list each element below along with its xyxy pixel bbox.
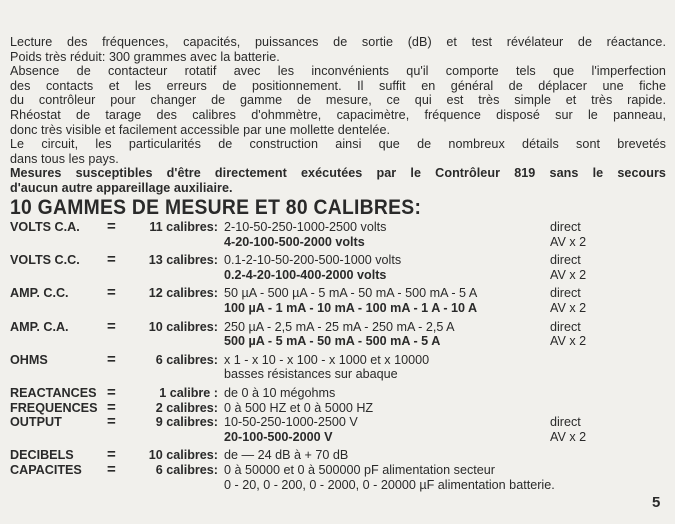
range-label: DECIBELS [10, 448, 74, 463]
intro-line: Poids très réduit: 300 grammes avec la batterie. [10, 49, 280, 64]
range-label: OUTPUT [10, 415, 62, 430]
equals-sign: = [107, 446, 116, 464]
calibre-count: 10 calibres: [148, 319, 218, 334]
intro-line: Le circuit, les particularités de construction ainsi que de nombreux détails sont brevetés [10, 137, 666, 152]
equals-sign: = [107, 317, 116, 335]
range-values: 0.1-2-10-50-200-500-1000 volts [224, 253, 402, 268]
range-values: 4-20-100-500-2000 volts [224, 234, 365, 249]
page-number: 5 [652, 494, 661, 511]
range-mode: AV x 2 [550, 334, 587, 349]
range-mode: AV x 2 [550, 234, 587, 249]
table-row [10, 253, 670, 268]
table-row [10, 367, 670, 382]
range-label: VOLTS C.C. [10, 253, 80, 268]
calibre-count: 2 calibres: [155, 400, 218, 415]
range-values: 100 µA - 1 mA - 10 mA - 100 mA - 1 A - 10 A [224, 300, 478, 315]
equals-sign: = [107, 398, 116, 416]
range-mode: AV x 2 [550, 300, 587, 315]
range-values: 20-100-500-2000 V [224, 429, 333, 444]
range-label: FREQUENCES [10, 400, 98, 415]
table-row [10, 286, 670, 301]
intro-bold-line: d'aucun autre appareillage auxiliaire. [10, 180, 233, 195]
equals-sign: = [107, 350, 116, 368]
range-mode: direct [550, 253, 581, 268]
equals-sign: = [107, 218, 116, 235]
range-values: 0 à 500 HZ et 0 à 5000 HZ [224, 400, 374, 415]
calibre-count: 6 calibres: [155, 352, 218, 367]
table-row [10, 334, 670, 349]
table-row [10, 478, 670, 493]
table-row [10, 268, 670, 283]
calibre-count: 11 calibres: [149, 220, 218, 234]
range-values: de — 24 dB à + 70 dB [224, 448, 349, 463]
range-mode: direct [550, 415, 581, 430]
range-mode: direct [550, 220, 581, 234]
range-values: 0.2-4-20-100-400-2000 volts [224, 267, 387, 282]
intro-line: Rhéostat de tarage des calibres d'ohmmètre, capacimètre, fréquence disposé sur le panneau, [10, 107, 666, 122]
range-label: CAPACITES [10, 462, 82, 477]
table-row [10, 220, 670, 235]
range-values: de 0 à 10 mégohms [224, 385, 336, 400]
calibre-table [10, 220, 670, 492]
equals-sign: = [107, 251, 116, 269]
section-heading: 10 GAMMES DE MESURE ET 80 CALIBRES: [10, 196, 422, 219]
range-values: 500 µA - 5 mA - 50 mA - 500 mA - 5 A [224, 334, 441, 349]
range-label: OHMS [10, 352, 48, 367]
range-label: VOLTS C.A. [10, 220, 80, 234]
calibre-count: 9 calibres: [155, 415, 218, 430]
range-mode: AV x 2 [550, 267, 587, 282]
range-mode: AV x 2 [550, 429, 587, 444]
range-mode: direct [550, 319, 581, 334]
intro-line: des contacts et les erreurs de positionnement. Il suffit en général de déplacer une fiche [10, 78, 666, 93]
table-row [10, 350, 670, 368]
range-label: REACTANCES [10, 385, 97, 400]
table-row [10, 317, 670, 335]
equals-sign: = [107, 284, 116, 302]
range-values: basses résistances sur abaque [224, 367, 398, 382]
range-label: AMP. C.C. [10, 286, 69, 301]
table-row [10, 235, 670, 250]
table-row [10, 430, 670, 445]
calibre-count: 13 calibres: [148, 253, 218, 268]
range-values: x 1 - x 10 - x 100 - x 1000 et x 10000 [224, 352, 430, 367]
table-row [10, 460, 670, 478]
range-values: 10-50-250-1000-2500 V [224, 415, 358, 430]
equals-sign: = [107, 460, 116, 478]
intro-text [10, 35, 666, 196]
intro-line: dans tous les pays. [10, 151, 119, 166]
calibre-count: 12 calibres: [148, 286, 218, 301]
range-values: 0 à 50000 et 0 à 500000 pF alimentation secteur [224, 462, 495, 477]
intro-line: du contrôleur pour changer de gamme de mesure, ce qui est très simple et très rapide. [10, 93, 666, 108]
intro-bold-line: Mesures susceptibles d'être directement exécutées par le Contrôleur 819 sans le secours [10, 166, 666, 181]
calibre-count: 1 calibre : [159, 385, 218, 400]
range-mode: direct [550, 286, 581, 301]
intro-line: donc très visible et facilement accessible par une mollette dentelée. [10, 122, 391, 137]
equals-sign: = [107, 413, 116, 431]
calibre-count: 10 calibres: [148, 448, 218, 463]
intro-line: Absence de contacteur rotatif avec les inconvénients qu'il comporte tels que l'imperfection [10, 64, 666, 79]
range-values: 250 µA - 2,5 mA - 25 mA - 250 mA - 2,5 A [224, 319, 455, 334]
equals-sign: = [107, 383, 116, 401]
table-row [10, 301, 670, 316]
range-values: 50 µA - 500 µA - 5 mA - 50 mA - 500 mA - 5 A [224, 286, 478, 301]
range-values: 2-10-50-250-1000-2500 volts [224, 220, 387, 234]
range-values: 0 - 20, 0 - 200, 0 - 2000, 0 - 20000 µF alimentation batterie. [224, 477, 555, 492]
table-row [10, 415, 670, 430]
range-label: AMP. C.A. [10, 319, 69, 334]
calibre-count: 6 calibres: [155, 462, 218, 477]
intro-line: Lecture des fréquences, capacités, puissances de sortie (dB) et test révélateur de réactance. [10, 35, 666, 49]
